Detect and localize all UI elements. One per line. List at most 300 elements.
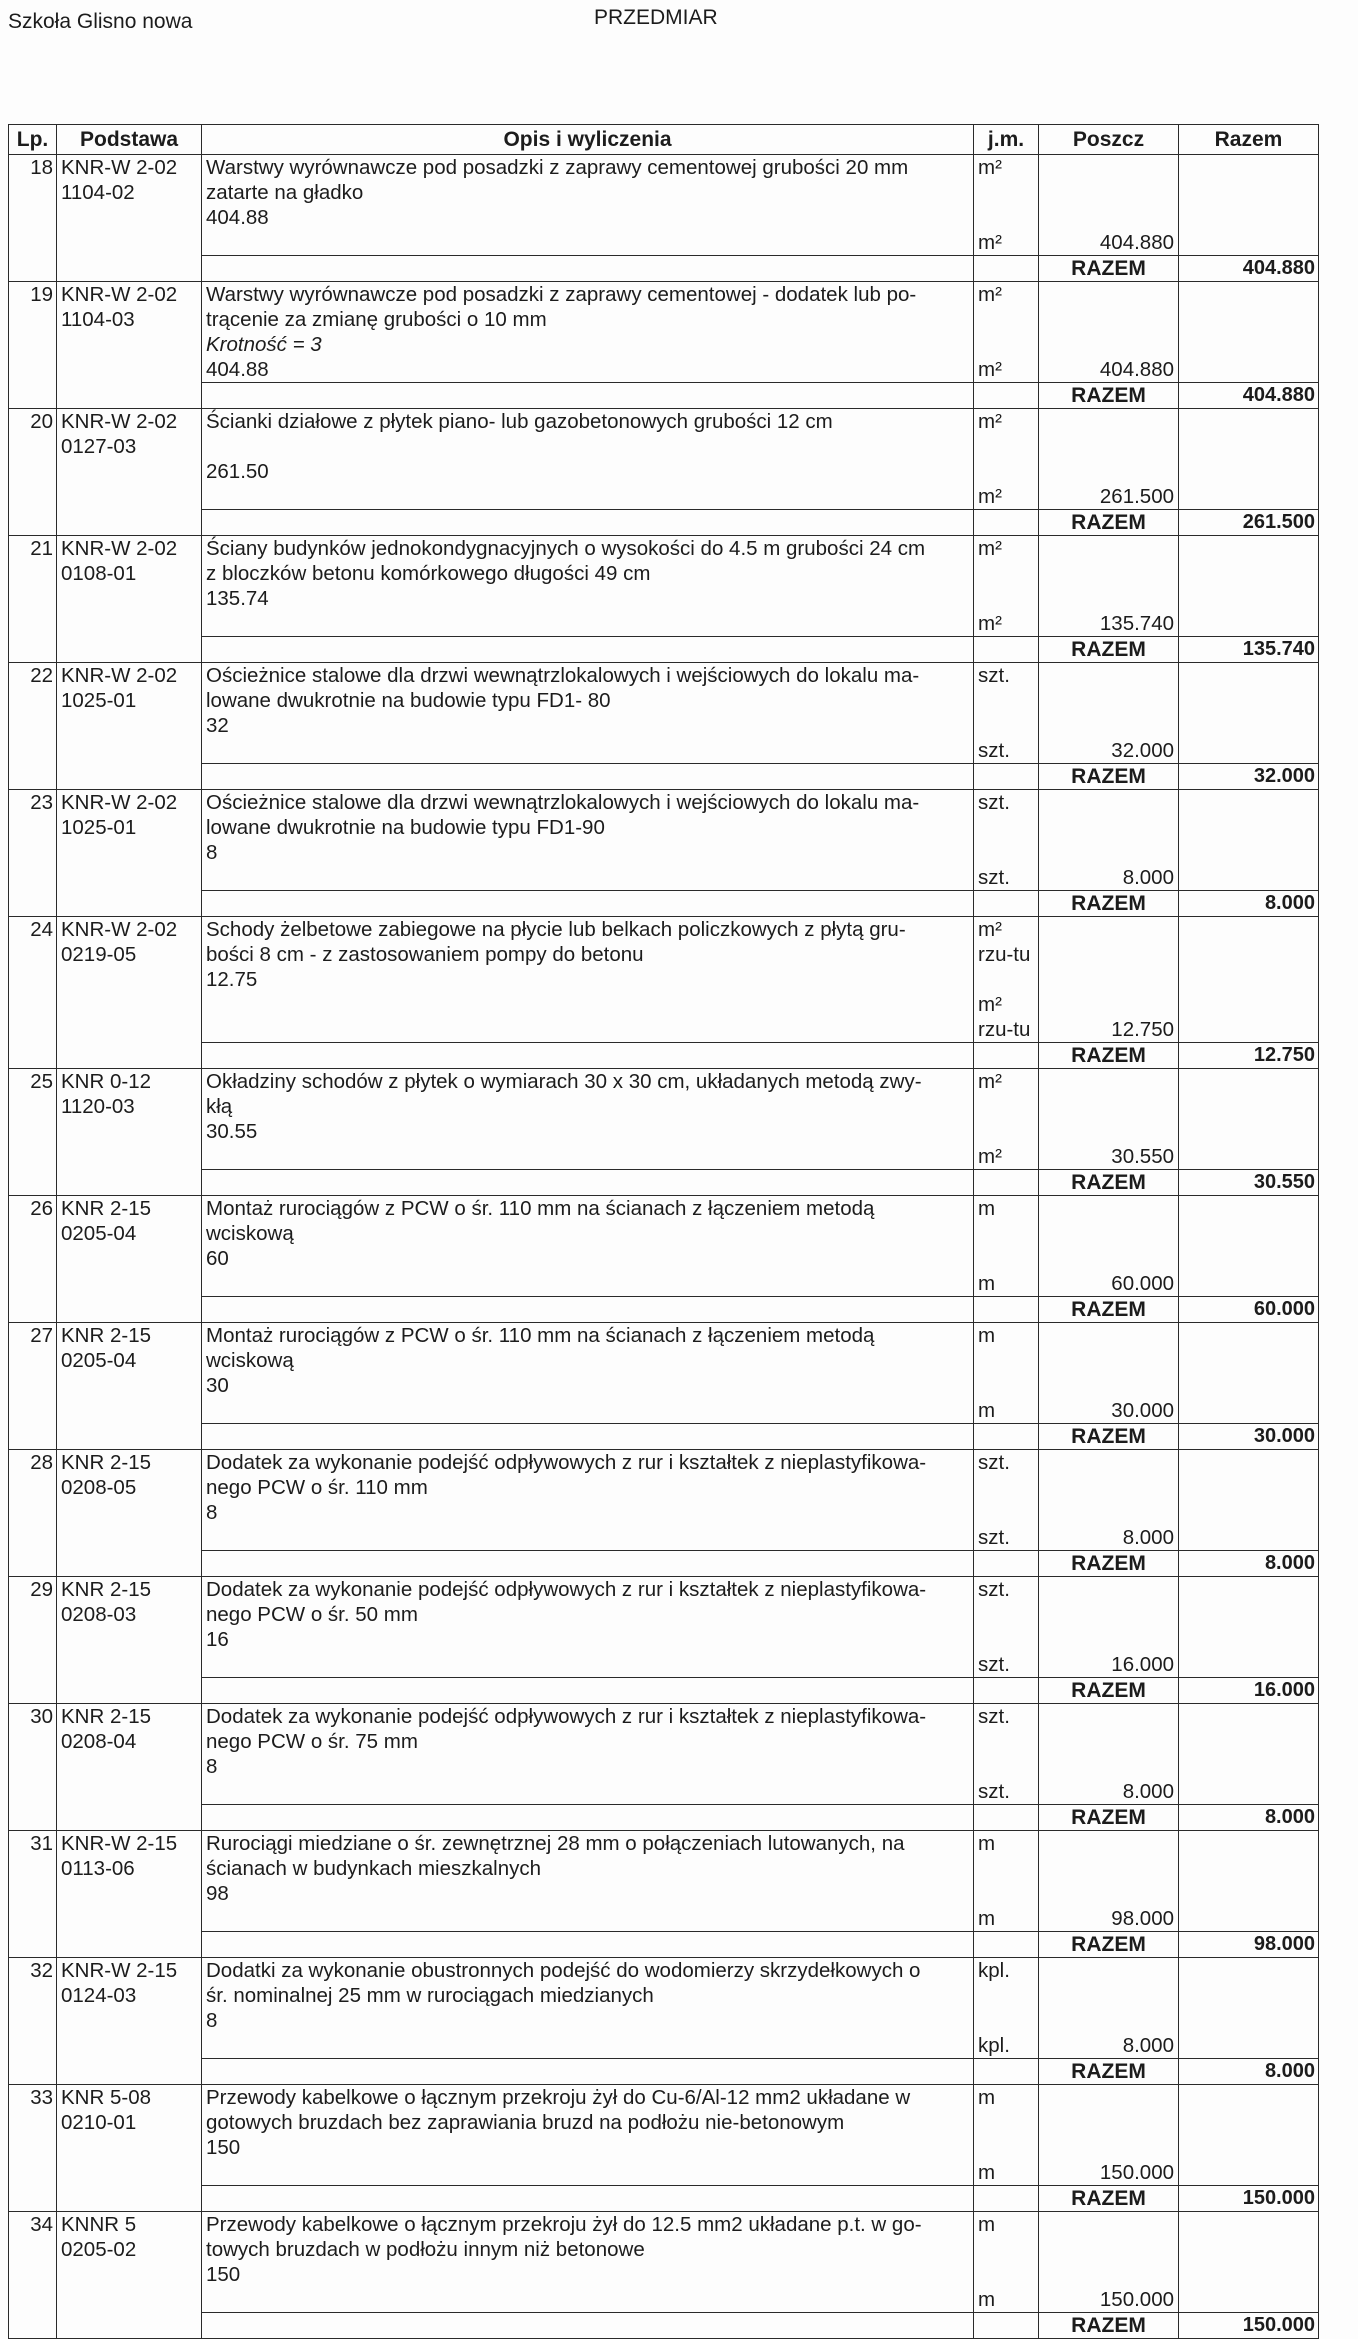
row-jm bbox=[974, 1069, 1039, 1170]
opis-line: nego PCW o śr. 75 mm bbox=[206, 1730, 418, 1753]
razem-label: RAZEM bbox=[1039, 1297, 1179, 1323]
row-opis bbox=[202, 917, 974, 1043]
razem-value: 98.000 bbox=[1179, 1932, 1319, 1958]
row-opis bbox=[202, 409, 974, 510]
razem-spacer bbox=[202, 510, 974, 536]
row-jm bbox=[974, 663, 1039, 764]
row-poszcz: 404.880 bbox=[1039, 282, 1179, 383]
table-row bbox=[9, 1450, 1319, 1551]
opis-line: Montaż rurociągów z PCW o śr. 110 mm na ścianach z łączeniem metodą bbox=[206, 1197, 875, 1220]
opis-line: nego PCW o śr. 50 mm bbox=[206, 1603, 418, 1626]
opis-line: lowane dwukrotnie na budowie typu FD1-90 bbox=[206, 816, 605, 839]
razem-spacer bbox=[202, 1043, 974, 1069]
row-razem-empty bbox=[1179, 155, 1319, 256]
razem-value: 404.880 bbox=[1179, 383, 1319, 409]
razem-row bbox=[9, 1932, 1319, 1958]
jm-unit-calc: m bbox=[978, 2161, 996, 2184]
row-jm bbox=[974, 1831, 1039, 1932]
razem-spacer bbox=[974, 383, 1039, 409]
jm-unit: szt. bbox=[978, 664, 1010, 687]
razem-row bbox=[9, 2059, 1319, 2085]
razem-spacer bbox=[974, 1297, 1039, 1323]
row-podstawa bbox=[57, 155, 202, 282]
opis-line: wciskową bbox=[206, 1349, 294, 1372]
razem-spacer bbox=[202, 1932, 974, 1958]
opis-line: Dodatek za wykonanie podejść odpływowych z rur i kształtek z nieplastyfikowa- bbox=[206, 1578, 927, 1601]
row-opis bbox=[202, 155, 974, 256]
column-header-jm: j.m. bbox=[974, 125, 1039, 155]
row-razem-empty bbox=[1179, 1958, 1319, 2059]
opis-line: z bloczków betonu komórkowego długości 49 cm bbox=[206, 562, 651, 585]
razem-spacer bbox=[974, 2186, 1039, 2212]
razem-value: 12.750 bbox=[1179, 1043, 1319, 1069]
razem-value: 135.740 bbox=[1179, 637, 1319, 663]
opis-line: Okładziny schodów z płytek o wymiarach 30 x 30 cm, układanych metodą zwy- bbox=[206, 1070, 922, 1093]
row-jm bbox=[974, 2085, 1039, 2186]
row-poszcz: 8.000 bbox=[1039, 1450, 1179, 1551]
opis-line: Warstwy wyrównawcze pod posadzki z zaprawy cementowej grubości 20 mm bbox=[206, 156, 909, 179]
razem-row bbox=[9, 891, 1319, 917]
razem-spacer bbox=[974, 1805, 1039, 1831]
razem-value: 60.000 bbox=[1179, 1297, 1319, 1323]
razem-value: 8.000 bbox=[1179, 891, 1319, 917]
razem-row bbox=[9, 1170, 1319, 1196]
row-opis bbox=[202, 1323, 974, 1424]
jm-unit: m² rzu-tu bbox=[978, 918, 1031, 966]
table-row bbox=[9, 409, 1319, 510]
jm-unit: m bbox=[978, 1832, 996, 1855]
table-row bbox=[9, 1704, 1319, 1805]
row-razem-empty bbox=[1179, 409, 1319, 510]
row-razem-empty bbox=[1179, 1450, 1319, 1551]
jm-unit-calc: kpl. bbox=[978, 2034, 1010, 2057]
table-body bbox=[9, 155, 1319, 2339]
podstawa-number: 0208-05 bbox=[61, 1476, 137, 1499]
row-razem-empty bbox=[1179, 917, 1319, 1043]
razem-spacer bbox=[202, 2059, 974, 2085]
opis-line: Montaż rurociągów z PCW o śr. 110 mm na ścianach z łączeniem metodą bbox=[206, 1324, 875, 1347]
opis-line: Dodatki za wykonanie obustronnych podejść do wodomierzy skrzydełkowych o bbox=[206, 1959, 921, 1982]
row-poszcz: 8.000 bbox=[1039, 1704, 1179, 1805]
row-opis bbox=[202, 1450, 974, 1551]
razem-value: 404.880 bbox=[1179, 256, 1319, 282]
row-jm bbox=[974, 536, 1039, 637]
podstawa-code: KNR 2-15 bbox=[61, 1578, 152, 1601]
opis-line: Ścianki działowe z płytek piano- lub gazobetonowych grubości 12 cm bbox=[206, 410, 833, 433]
razem-spacer bbox=[202, 891, 974, 917]
jm-unit-calc: szt. bbox=[978, 866, 1010, 889]
row-podstawa bbox=[57, 1577, 202, 1704]
row-razem-empty bbox=[1179, 1196, 1319, 1297]
row-opis bbox=[202, 1831, 974, 1932]
row-lp: 34 bbox=[9, 2212, 57, 2339]
row-podstawa bbox=[57, 1704, 202, 1831]
row-razem-empty bbox=[1179, 1831, 1319, 1932]
row-jm bbox=[974, 409, 1039, 510]
row-jm bbox=[974, 790, 1039, 891]
jm-unit-calc: m² rzu-tu bbox=[978, 993, 1031, 1041]
row-lp: 29 bbox=[9, 1577, 57, 1704]
row-poszcz: 60.000 bbox=[1039, 1196, 1179, 1297]
razem-label: RAZEM bbox=[1039, 891, 1179, 917]
podstawa-number: 0124-03 bbox=[61, 1984, 137, 2007]
razem-row bbox=[9, 1551, 1319, 1577]
razem-spacer bbox=[202, 1424, 974, 1450]
row-podstawa bbox=[57, 1196, 202, 1323]
row-lp: 28 bbox=[9, 1450, 57, 1577]
razem-spacer bbox=[974, 1551, 1039, 1577]
jm-unit-calc: m bbox=[978, 1907, 996, 1930]
table-row bbox=[9, 1577, 1319, 1678]
jm-unit: m² bbox=[978, 156, 1002, 179]
row-razem-empty bbox=[1179, 1069, 1319, 1170]
razem-spacer bbox=[974, 891, 1039, 917]
razem-row bbox=[9, 1805, 1319, 1831]
opis-line: bości 8 cm - z zastosowaniem pompy do betonu bbox=[206, 943, 644, 966]
podstawa-code: KNR-W 2-02 bbox=[61, 918, 178, 941]
podstawa-code: KNR-W 2-02 bbox=[61, 410, 178, 433]
razem-label: RAZEM bbox=[1039, 1678, 1179, 1704]
podstawa-code: KNR-W 2-02 bbox=[61, 283, 178, 306]
row-razem-empty bbox=[1179, 663, 1319, 764]
razem-row bbox=[9, 764, 1319, 790]
razem-spacer bbox=[202, 1805, 974, 1831]
jm-unit-calc: szt. bbox=[978, 1653, 1010, 1676]
row-lp: 18 bbox=[9, 155, 57, 282]
calc-value: 60 bbox=[206, 1247, 229, 1270]
razem-value: 261.500 bbox=[1179, 510, 1319, 536]
podstawa-code: KNR 2-15 bbox=[61, 1197, 152, 1220]
table-row bbox=[9, 663, 1319, 764]
document-title: PRZEDMIAR bbox=[594, 6, 718, 29]
razem-label: RAZEM bbox=[1039, 1170, 1179, 1196]
row-podstawa bbox=[57, 917, 202, 1069]
razem-spacer bbox=[202, 1170, 974, 1196]
opis-line: nego PCW o śr. 110 mm bbox=[206, 1476, 428, 1499]
row-jm bbox=[974, 1323, 1039, 1424]
razem-spacer bbox=[974, 1678, 1039, 1704]
podstawa-code: KNR 0-12 bbox=[61, 1070, 152, 1093]
row-lp: 33 bbox=[9, 2085, 57, 2212]
opis-line: śr. nominalnej 25 mm w rurociągach miedzianych bbox=[206, 1984, 654, 2007]
row-lp: 32 bbox=[9, 1958, 57, 2085]
razem-value: 30.000 bbox=[1179, 1424, 1319, 1450]
opis-line: Dodatek za wykonanie podejść odpływowych z rur i kształtek z nieplastyfikowa- bbox=[206, 1705, 927, 1728]
podstawa-number: 0210-01 bbox=[61, 2111, 137, 2134]
podstawa-code: KNR-W 2-15 bbox=[61, 1959, 178, 1982]
razem-value: 32.000 bbox=[1179, 764, 1319, 790]
column-header-opis: Opis i wyliczenia bbox=[202, 125, 974, 155]
table-row bbox=[9, 917, 1319, 1043]
razem-value: 8.000 bbox=[1179, 1805, 1319, 1831]
row-poszcz: 150.000 bbox=[1039, 2085, 1179, 2186]
document-location: Szkoła Glisno nowa bbox=[8, 10, 193, 33]
razem-label: RAZEM bbox=[1039, 2313, 1179, 2339]
razem-spacer bbox=[974, 1170, 1039, 1196]
razem-row bbox=[9, 637, 1319, 663]
table-row bbox=[9, 790, 1319, 891]
column-header-podstawa: Podstawa bbox=[57, 125, 202, 155]
razem-label: RAZEM bbox=[1039, 764, 1179, 790]
column-header-razem: Razem bbox=[1179, 125, 1319, 155]
row-jm bbox=[974, 282, 1039, 383]
row-poszcz: 404.880 bbox=[1039, 155, 1179, 256]
table-row bbox=[9, 1069, 1319, 1170]
jm-unit-calc: m² bbox=[978, 485, 1002, 508]
row-lp: 23 bbox=[9, 790, 57, 917]
row-podstawa bbox=[57, 1450, 202, 1577]
row-opis bbox=[202, 1196, 974, 1297]
jm-unit-calc: szt. bbox=[978, 1526, 1010, 1549]
podstawa-code: KNR 5-08 bbox=[61, 2086, 152, 2109]
opis-line: gotowych bruzdach bez zaprawiania bruzd na podłożu nie-betonowym bbox=[206, 2111, 845, 2134]
row-opis bbox=[202, 2085, 974, 2186]
razem-label: RAZEM bbox=[1039, 510, 1179, 536]
razem-label: RAZEM bbox=[1039, 1932, 1179, 1958]
row-lp: 22 bbox=[9, 663, 57, 790]
razem-row bbox=[9, 1297, 1319, 1323]
row-jm bbox=[974, 2212, 1039, 2313]
calc-value: 30 bbox=[206, 1374, 229, 1397]
razem-row bbox=[9, 2186, 1319, 2212]
opis-line: Ściany budynków jednokondygnacyjnych o wysokości do 4.5 m grubości 24 cm bbox=[206, 537, 926, 560]
row-lp: 24 bbox=[9, 917, 57, 1069]
jm-unit: m bbox=[978, 1324, 996, 1347]
podstawa-code: KNNR 5 bbox=[61, 2213, 137, 2236]
razem-spacer bbox=[974, 2313, 1039, 2339]
row-poszcz: 150.000 bbox=[1039, 2212, 1179, 2313]
row-razem-empty bbox=[1179, 2212, 1319, 2313]
row-jm bbox=[974, 1577, 1039, 1678]
table-row bbox=[9, 155, 1319, 256]
podstawa-number: 1025-01 bbox=[61, 816, 137, 839]
jm-unit: m² bbox=[978, 410, 1002, 433]
row-jm bbox=[974, 155, 1039, 256]
podstawa-number: 0113-06 bbox=[61, 1857, 135, 1880]
podstawa-code: KNR-W 2-02 bbox=[61, 156, 178, 179]
row-opis bbox=[202, 1069, 974, 1170]
podstawa-number: 0208-04 bbox=[61, 1730, 137, 1753]
jm-unit: szt. bbox=[978, 1578, 1010, 1601]
calc-value: 150 bbox=[206, 2136, 241, 2159]
podstawa-code: KNR-W 2-15 bbox=[61, 1832, 178, 1855]
opis-line: ścianach w budynkach mieszkalnych bbox=[206, 1857, 541, 1880]
calc-value: 135.74 bbox=[206, 587, 269, 610]
razem-spacer bbox=[202, 2313, 974, 2339]
table-row bbox=[9, 536, 1319, 637]
razem-label: RAZEM bbox=[1039, 637, 1179, 663]
razem-label: RAZEM bbox=[1039, 1805, 1179, 1831]
podstawa-number: 1120-03 bbox=[61, 1095, 135, 1118]
calc-value: 32 bbox=[206, 714, 229, 737]
calc-value: 8 bbox=[206, 1501, 218, 1524]
jm-unit-calc: m bbox=[978, 2288, 996, 2311]
podstawa-number: 1025-01 bbox=[61, 689, 137, 712]
razem-label: RAZEM bbox=[1039, 1424, 1179, 1450]
row-opis bbox=[202, 536, 974, 637]
razem-row bbox=[9, 256, 1319, 282]
jm-unit: m² bbox=[978, 1070, 1002, 1093]
razem-spacer bbox=[202, 637, 974, 663]
table-row bbox=[9, 1323, 1319, 1424]
calc-value: 8 bbox=[206, 841, 218, 864]
razem-row bbox=[9, 383, 1319, 409]
jm-unit-calc: m bbox=[978, 1272, 996, 1295]
table-row bbox=[9, 2085, 1319, 2186]
row-poszcz: 261.500 bbox=[1039, 409, 1179, 510]
row-poszcz: 8.000 bbox=[1039, 1958, 1179, 2059]
row-poszcz: 135.740 bbox=[1039, 536, 1179, 637]
row-poszcz: 12.750 bbox=[1039, 917, 1179, 1043]
razem-row bbox=[9, 510, 1319, 536]
jm-unit-calc: m² bbox=[978, 1145, 1002, 1168]
row-jm bbox=[974, 1704, 1039, 1805]
table-row bbox=[9, 1196, 1319, 1297]
razem-spacer bbox=[202, 764, 974, 790]
razem-spacer bbox=[202, 1551, 974, 1577]
jm-unit-calc: szt. bbox=[978, 1780, 1010, 1803]
podstawa-number: 0205-02 bbox=[61, 2238, 137, 2261]
razem-spacer bbox=[974, 637, 1039, 663]
razem-spacer bbox=[202, 2186, 974, 2212]
row-lp: 30 bbox=[9, 1704, 57, 1831]
row-podstawa bbox=[57, 409, 202, 536]
jm-unit-calc: m² bbox=[978, 358, 1002, 381]
razem-value: 150.000 bbox=[1179, 2313, 1319, 2339]
opis-line: Przewody kabelkowe o łącznym przekroju żył do Cu-6/Al-12 mm2 układane w bbox=[206, 2086, 911, 2109]
row-razem-empty bbox=[1179, 1577, 1319, 1678]
podstawa-number: 0208-03 bbox=[61, 1603, 137, 1626]
row-opis bbox=[202, 282, 974, 383]
razem-spacer bbox=[974, 764, 1039, 790]
jm-unit: m bbox=[978, 2213, 996, 2236]
razem-label: RAZEM bbox=[1039, 383, 1179, 409]
jm-unit: m² bbox=[978, 537, 1002, 560]
row-opis bbox=[202, 2212, 974, 2313]
row-opis bbox=[202, 1704, 974, 1805]
opis-line: Ościeżnice stalowe dla drzwi wewnątrzlokalowych i wejściowych do lokalu ma- bbox=[206, 664, 920, 687]
column-header-lp: Lp. bbox=[9, 125, 57, 155]
row-podstawa bbox=[57, 2212, 202, 2339]
razem-spacer bbox=[974, 1424, 1039, 1450]
podstawa-code: KNR-W 2-02 bbox=[61, 664, 178, 687]
razem-value: 16.000 bbox=[1179, 1678, 1319, 1704]
jm-unit-calc: szt. bbox=[978, 739, 1010, 762]
podstawa-number: 0205-04 bbox=[61, 1222, 137, 1245]
opis-line: trącenie za zmianę grubości o 10 mm bbox=[206, 308, 547, 331]
podstawa-number: 0108-01 bbox=[61, 562, 137, 585]
podstawa-number: 0127-03 bbox=[61, 435, 137, 458]
podstawa-number: 0205-04 bbox=[61, 1349, 137, 1372]
row-jm bbox=[974, 1196, 1039, 1297]
krotnosc-line: Krotność = 3 bbox=[206, 333, 322, 356]
jm-unit-calc: m bbox=[978, 1399, 996, 1422]
row-lp: 26 bbox=[9, 1196, 57, 1323]
row-poszcz: 30.550 bbox=[1039, 1069, 1179, 1170]
row-lp: 31 bbox=[9, 1831, 57, 1958]
row-podstawa bbox=[57, 1958, 202, 2085]
column-header-poszcz: Poszcz bbox=[1039, 125, 1179, 155]
razem-row bbox=[9, 1424, 1319, 1450]
razem-row bbox=[9, 2313, 1319, 2339]
opis-line: Przewody kabelkowe o łącznym przekroju żył do 12.5 mm2 układane p.t. w go- bbox=[206, 2213, 922, 2236]
row-podstawa bbox=[57, 663, 202, 790]
jm-unit: kpl. bbox=[978, 1959, 1010, 1982]
podstawa-number: 0219-05 bbox=[61, 943, 137, 966]
razem-spacer bbox=[202, 1297, 974, 1323]
jm-unit-calc: m² bbox=[978, 612, 1002, 635]
razem-spacer bbox=[974, 2059, 1039, 2085]
row-poszcz: 16.000 bbox=[1039, 1577, 1179, 1678]
jm-unit: m² bbox=[978, 283, 1002, 306]
razem-spacer bbox=[202, 256, 974, 282]
calc-value: 261.50 bbox=[206, 460, 269, 483]
calc-value: 30.55 bbox=[206, 1120, 258, 1143]
calc-value: 8 bbox=[206, 2009, 218, 2032]
opis-line: Warstwy wyrównawcze pod posadzki z zaprawy cementowej - dodatek lub po- bbox=[206, 283, 917, 306]
row-jm bbox=[974, 1958, 1039, 2059]
row-podstawa bbox=[57, 282, 202, 409]
calc-value: 404.88 bbox=[206, 206, 269, 229]
razem-spacer bbox=[202, 383, 974, 409]
calc-value: 150 bbox=[206, 2263, 241, 2286]
row-podstawa bbox=[57, 2085, 202, 2212]
razem-spacer bbox=[974, 256, 1039, 282]
calc-value: 16 bbox=[206, 1628, 229, 1651]
row-podstawa bbox=[57, 790, 202, 917]
opis-line: kłą bbox=[206, 1095, 233, 1118]
opis-line: lowane dwukrotnie na budowie typu FD1- 80 bbox=[206, 689, 611, 712]
razem-value: 150.000 bbox=[1179, 2186, 1319, 2212]
jm-unit: szt. bbox=[978, 1451, 1010, 1474]
podstawa-code: KNR 2-15 bbox=[61, 1324, 152, 1347]
calc-value: 12.75 bbox=[206, 968, 258, 991]
jm-unit: m bbox=[978, 1197, 996, 1220]
opis-line: towych bruzdach w podłożu innym niż betonowe bbox=[206, 2238, 645, 2261]
razem-row bbox=[9, 1678, 1319, 1704]
podstawa-number: 1104-03 bbox=[61, 308, 135, 331]
podstawa-code: KNR-W 2-02 bbox=[61, 791, 178, 814]
table-row bbox=[9, 2212, 1319, 2313]
calc-value: 98 bbox=[206, 1882, 229, 1905]
razem-label: RAZEM bbox=[1039, 2186, 1179, 2212]
opis-line: Schody żelbetowe zabiegowe na płycie lub belkach policzkowych z płytą gru- bbox=[206, 918, 906, 941]
row-razem-empty bbox=[1179, 282, 1319, 383]
row-opis bbox=[202, 1958, 974, 2059]
row-opis bbox=[202, 790, 974, 891]
jm-unit: szt. bbox=[978, 1705, 1010, 1728]
podstawa-code: KNR-W 2-02 bbox=[61, 537, 178, 560]
row-lp: 19 bbox=[9, 282, 57, 409]
razem-spacer bbox=[974, 1932, 1039, 1958]
podstawa-code: KNR 2-15 bbox=[61, 1451, 152, 1474]
jm-unit: m bbox=[978, 2086, 996, 2109]
opis-line: wciskową bbox=[206, 1222, 294, 1245]
row-podstawa bbox=[57, 1323, 202, 1450]
row-razem-empty bbox=[1179, 790, 1319, 891]
row-jm bbox=[974, 1450, 1039, 1551]
row-poszcz: 30.000 bbox=[1039, 1323, 1179, 1424]
razem-label: RAZEM bbox=[1039, 2059, 1179, 2085]
row-lp: 27 bbox=[9, 1323, 57, 1450]
podstawa-code: KNR 2-15 bbox=[61, 1705, 152, 1728]
jm-unit: szt. bbox=[978, 791, 1010, 814]
row-razem-empty bbox=[1179, 1323, 1319, 1424]
opis-line: Ościeżnice stalowe dla drzwi wewnątrzlokalowych i wejściowych do lokalu ma- bbox=[206, 791, 920, 814]
row-opis bbox=[202, 663, 974, 764]
row-razem-empty bbox=[1179, 1704, 1319, 1805]
row-lp: 25 bbox=[9, 1069, 57, 1196]
